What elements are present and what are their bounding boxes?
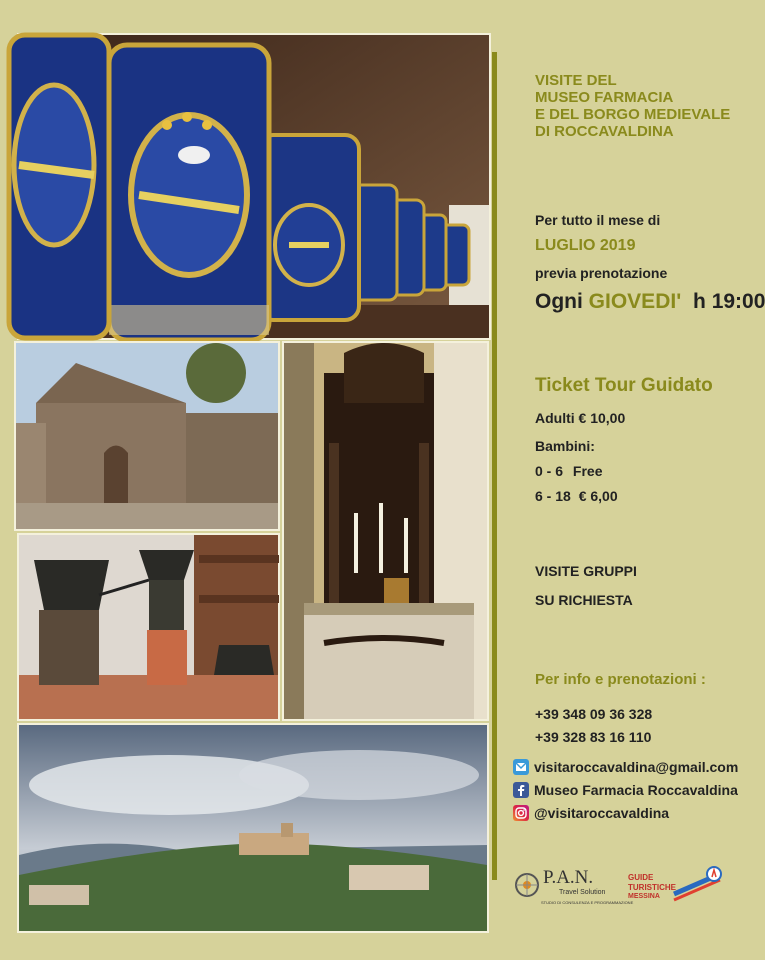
schedule-day: GIOVEDI' <box>588 290 682 313</box>
event-title <box>535 72 730 140</box>
ticket-heading: Ticket Tour Guidato <box>535 375 713 396</box>
photo-pharmacy-jars <box>17 33 491 340</box>
photo-mortars <box>17 533 280 721</box>
instagram-link[interactable]: @visitaroccavaldina <box>534 805 670 821</box>
email-link[interactable]: visitaroccavaldina@gmail.com <box>534 759 739 775</box>
phone-1: +39 348 09 36 328 <box>535 706 653 722</box>
title-line-2: MUSEO FARMACIA <box>535 89 674 106</box>
email-icon <box>513 759 529 775</box>
pan-name: P.A.N. <box>543 867 594 888</box>
vertical-divider <box>492 52 497 880</box>
guide-swoosh-icon <box>672 864 722 904</box>
schedule-time: h 19:00 <box>693 290 765 313</box>
range-1-price: Free <box>572 463 603 479</box>
instagram-icon <box>513 805 529 821</box>
guide-line-1: GUIDE <box>628 873 654 882</box>
jars-illustration <box>19 35 489 338</box>
phone-2: +39 328 83 16 110 <box>535 729 652 745</box>
ticket-range-1 <box>535 463 602 479</box>
range-1-label: 0 - 6 <box>535 463 564 479</box>
photo-village-landscape <box>17 723 489 933</box>
adults-label: Adulti <box>535 410 575 426</box>
groups-line-1: VISITE GRUPPI <box>535 563 637 579</box>
facebook-link[interactable]: Museo Farmacia Roccavaldina <box>534 782 738 798</box>
instagram-row <box>513 805 669 821</box>
range-2-price: € 6,00 <box>578 488 618 504</box>
groups-line-2: SU RICHIESTA <box>535 592 633 608</box>
pan-emblem-icon <box>513 871 541 899</box>
guide-line-3: MESSINA <box>628 893 660 900</box>
schedule-month: LUGLIO 2019 <box>535 237 636 254</box>
info-heading: Per info e prenotazioni : <box>535 671 706 688</box>
schedule-line-1: Per tutto il mese di <box>535 212 661 228</box>
ticket-adults <box>535 410 625 426</box>
pan-sub: Travel Solution <box>559 889 606 896</box>
photo-medieval-building <box>14 341 280 531</box>
title-line-1: VISITE DEL <box>535 72 617 89</box>
email-row <box>513 759 738 775</box>
facebook-row <box>513 782 738 798</box>
guide-line-2: TURISTICHE <box>628 883 676 892</box>
facebook-icon <box>513 782 529 798</box>
schedule-day-line <box>535 290 765 314</box>
schedule-day-prefix: Ogni <box>535 290 583 313</box>
pan-logo <box>513 865 634 915</box>
children-label: Bambini: <box>535 438 595 454</box>
guide-turistiche-logo <box>628 866 723 906</box>
range-2-label: 6 - 18 <box>535 488 571 504</box>
schedule-line-3: previa prenotazione <box>535 265 668 281</box>
photo-altar <box>282 341 489 721</box>
title-line-3: E DEL BORGO MEDIEVALE <box>535 106 731 123</box>
title-line-4: DI ROCCAVALDINA <box>535 123 674 140</box>
ticket-range-2 <box>535 488 618 504</box>
pan-tag: STUDIO DI CONSULENZA E PROGRAMMAZIONE <box>541 900 634 905</box>
adults-price: € 10,00 <box>578 410 626 426</box>
